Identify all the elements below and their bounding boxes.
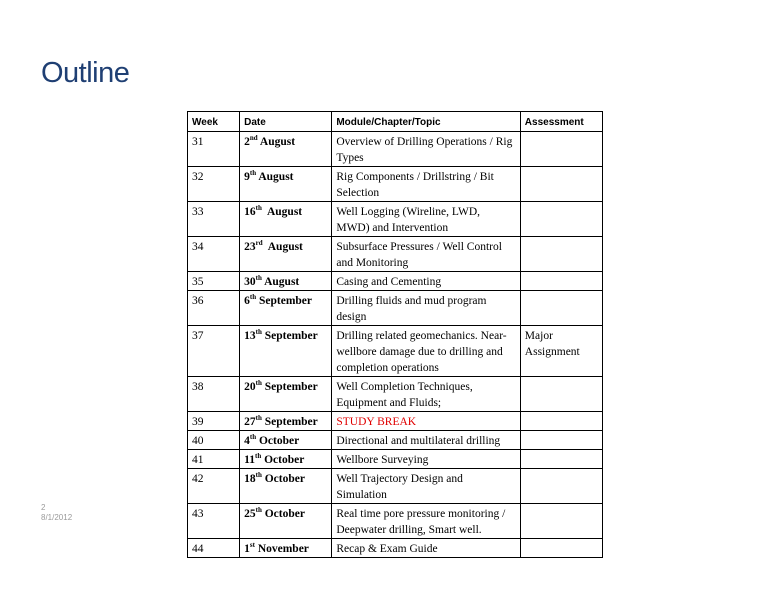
week-cell: 44: [188, 539, 240, 558]
table-row: [188, 377, 603, 412]
date-ordinal-suffix: th: [255, 204, 262, 212]
header-date: Date: [240, 112, 332, 132]
week-cell: 33: [188, 202, 240, 237]
topic-cell: Recap & Exam Guide: [332, 539, 520, 558]
week-cell: 41: [188, 450, 240, 469]
assessment-cell: [520, 412, 602, 431]
date-day: 2: [244, 136, 250, 148]
week-cell: 31: [188, 132, 240, 167]
date-month: October: [264, 473, 305, 485]
assessment-cell: [520, 202, 602, 237]
topic-cell: Rig Components / Drillstring / Bit Selection: [332, 167, 520, 202]
topic-cell: Casing and Cementing: [332, 272, 520, 291]
date-month: September: [264, 416, 318, 428]
date-cell: [240, 539, 332, 558]
date-cell: [240, 377, 332, 412]
date-day: 16: [244, 206, 256, 218]
assessment-cell: [520, 450, 602, 469]
table-row: [188, 469, 603, 504]
slide-footer: [41, 503, 72, 523]
table-row: [188, 539, 603, 558]
table-header-row: [188, 112, 603, 132]
week-cell: 39: [188, 412, 240, 431]
date-ordinal-suffix: nd: [249, 134, 258, 142]
assessment-cell: [520, 237, 602, 272]
assessment-cell: [520, 431, 602, 450]
week-cell: 42: [188, 469, 240, 504]
date-ordinal-suffix: st: [249, 541, 255, 549]
date-month: November: [257, 543, 309, 555]
assessment-cell: [520, 469, 602, 504]
date-cell: [240, 504, 332, 539]
date-ordinal-suffix: th: [255, 452, 262, 460]
assessment-cell: [520, 132, 602, 167]
week-cell: 34: [188, 237, 240, 272]
topic-cell: Well Logging (Wireline, LWD, MWD) and Intervention: [332, 202, 520, 237]
table-row: [188, 202, 603, 237]
date-ordinal-suffix: th: [255, 414, 262, 422]
header-assessment: Assessment: [520, 112, 602, 132]
date-month: October: [264, 508, 305, 520]
week-cell: 38: [188, 377, 240, 412]
date-month: October: [258, 435, 300, 447]
table-row: [188, 272, 603, 291]
assessment-cell: [520, 167, 602, 202]
date-ordinal-suffix: th: [249, 293, 257, 301]
date-day: 13: [244, 330, 256, 342]
date-ordinal-suffix: rd: [255, 239, 263, 247]
date-cell: [240, 469, 332, 504]
week-cell: 43: [188, 504, 240, 539]
date-month: August: [259, 136, 296, 148]
assessment-cell: [520, 539, 602, 558]
table-row: [188, 504, 603, 539]
date-month: October: [264, 454, 305, 466]
date-month: September: [264, 381, 318, 393]
table-row: [188, 431, 603, 450]
table-row: [188, 291, 603, 326]
topic-cell: Drilling fluids and mud program design: [332, 291, 520, 326]
date-cell: [240, 291, 332, 326]
date-day: 18: [244, 473, 256, 485]
topic-cell: Subsurface Pressures / Well Control and Monitoring: [332, 237, 520, 272]
date-day: 23: [244, 241, 256, 253]
table-row: [188, 326, 603, 377]
header-week: Week: [188, 112, 240, 132]
date-day: 1: [244, 543, 250, 555]
assessment-cell: [520, 291, 602, 326]
table-row: [188, 167, 603, 202]
date-ordinal-suffix: th: [255, 506, 262, 514]
topic-cell: Real time pore pressure monitoring / Deepwater drilling, Smart well.: [332, 504, 520, 539]
date-day: 11: [244, 454, 255, 466]
topic-cell: Drilling related geomechanics. Near-wellbore damage due to drilling and completion operations: [332, 326, 520, 377]
date-cell: [240, 450, 332, 469]
assessment-cell: [520, 377, 602, 412]
date-ordinal-suffix: th: [255, 328, 262, 336]
topic-cell: Overview of Drilling Operations / Rig Types: [332, 132, 520, 167]
table-row: [188, 237, 603, 272]
assessment-cell: [520, 272, 602, 291]
date-ordinal-suffix: th: [255, 274, 262, 282]
table-row: [188, 132, 603, 167]
assessment-cell: [520, 504, 602, 539]
topic-cell: Well Trajectory Design and Simulation: [332, 469, 520, 504]
slide-title: Outline: [41, 57, 130, 89]
date-cell: [240, 431, 332, 450]
date-day: 4: [244, 435, 250, 447]
date-month: August: [264, 276, 300, 288]
topic-cell: Well Completion Techniques, Equipment and Fluids;: [332, 377, 520, 412]
week-cell: 32: [188, 167, 240, 202]
date-cell: [240, 202, 332, 237]
date-cell: [240, 412, 332, 431]
date-cell: [240, 167, 332, 202]
date-ordinal-suffix: th: [249, 433, 257, 441]
header-topic: Module/Chapter/Topic: [332, 112, 520, 132]
date-cell: [240, 132, 332, 167]
week-cell: 35: [188, 272, 240, 291]
week-cell: 37: [188, 326, 240, 377]
week-cell: 36: [188, 291, 240, 326]
topic-cell: STUDY BREAK: [332, 412, 520, 431]
date-month: August: [264, 206, 303, 218]
table-row: [188, 450, 603, 469]
date-ordinal-suffix: th: [255, 379, 262, 387]
date-day: 9: [244, 171, 250, 183]
date-month: September: [258, 295, 312, 307]
page-number: 2: [41, 503, 46, 512]
schedule-body: [188, 132, 603, 558]
date-ordinal-suffix: th: [255, 471, 262, 479]
date-ordinal-suffix: th: [249, 169, 257, 177]
assessment-cell: Major Assignment: [520, 326, 602, 377]
date-day: 30: [244, 276, 256, 288]
date-cell: [240, 326, 332, 377]
schedule-table: [187, 111, 603, 558]
date-month: August: [265, 241, 303, 253]
date-day: 6: [244, 295, 250, 307]
date-day: 27: [244, 416, 256, 428]
date-cell: [240, 237, 332, 272]
slide-date: 8/1/2012: [41, 513, 73, 522]
week-cell: 40: [188, 431, 240, 450]
date-day: 20: [244, 381, 256, 393]
topic-cell: Wellbore Surveying: [332, 450, 520, 469]
topic-cell: Directional and multilateral drilling: [332, 431, 520, 450]
date-cell: [240, 272, 332, 291]
date-day: 25: [244, 508, 256, 520]
date-month: September: [264, 330, 318, 342]
table-row: [188, 412, 603, 431]
date-month: August: [258, 171, 294, 183]
